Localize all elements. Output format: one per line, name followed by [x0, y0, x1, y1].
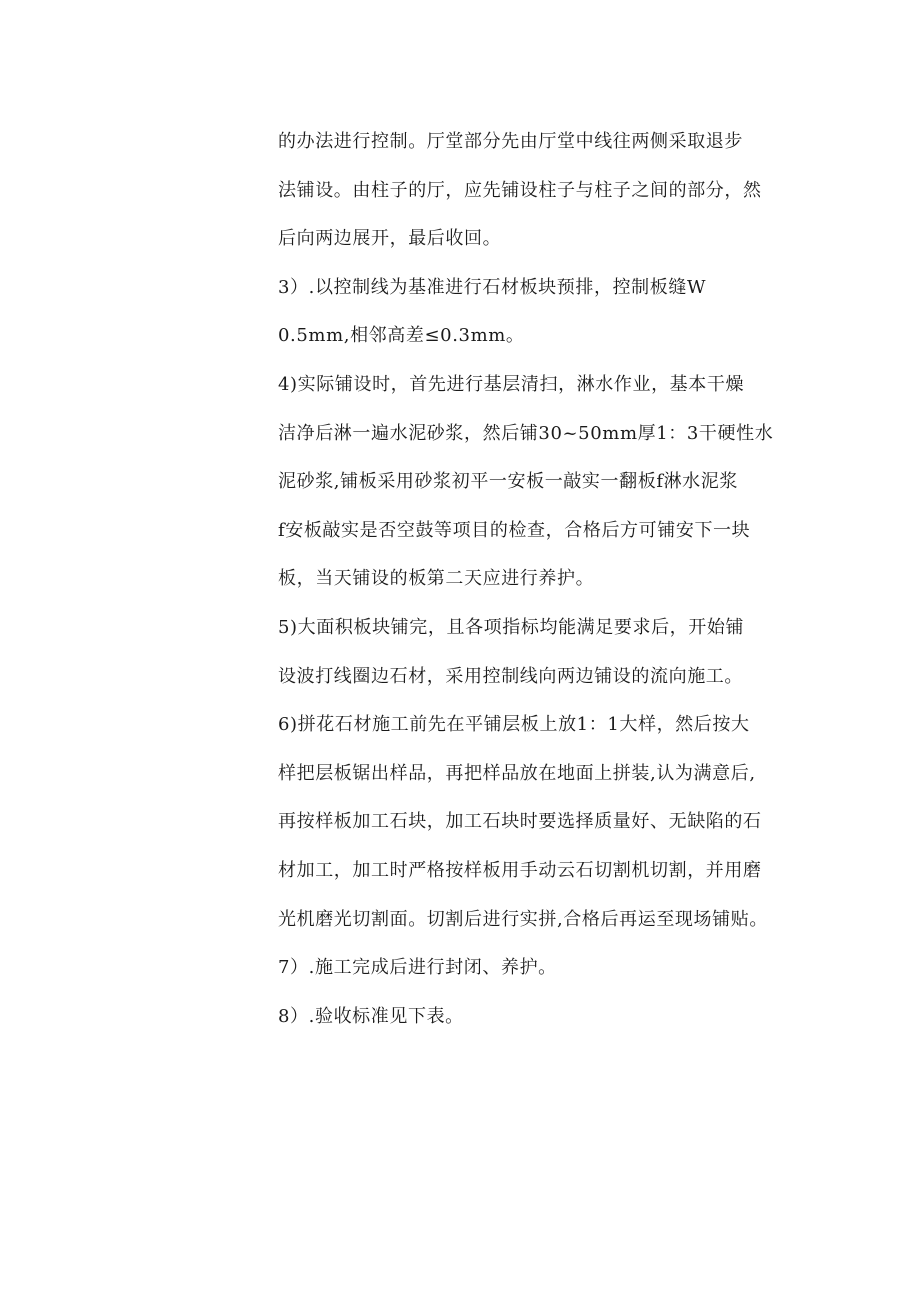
text-line: 的办法进行控制。厅堂部分先由厅堂中线往两侧采取退步 — [278, 131, 743, 152]
text-line: 材加工，加工时严格按样板用手动云石切割机切割，并用磨 — [278, 859, 762, 881]
text-line: 后向两边展开，最后收回。 — [278, 228, 502, 250]
text-line: 光机磨光切割面。切割后进行实拼,合格后再运至现场铺贴。 — [278, 908, 768, 930]
text-line: 0.5mm,相邻高差≤0.3mm。 — [278, 325, 525, 347]
text-line: 5)大面积板块铺完，且各项指标均能满足要求后，开始铺 — [278, 616, 745, 638]
text-line: 3）.以控制线为基准进行石材板块预排，控制板缝W — [278, 276, 707, 298]
text-line: 8）.验收标准见下表。 — [278, 1005, 464, 1027]
text-line: 6)拼花石材施工前先在平铺层板上放1：1大样，然后按大 — [278, 714, 750, 736]
text-line: 泥砂浆,铺板采用砂浆初平一安板一敲实一翻板f淋水泥浆 — [278, 471, 738, 493]
text-line: 法铺设。由柱子的厅，应先铺设柱子与柱子之间的部分，然 — [278, 179, 762, 201]
text-line: 7）.施工完成后进行封闭、养护。 — [278, 957, 557, 979]
text-line: 板，当天铺设的板第二天应进行养护。 — [278, 568, 595, 590]
text-line: 4)实际铺设时，首先进行基层清扫，淋水作业，基本干燥 — [278, 373, 745, 395]
text-line: 样把层板锯出样品，再把样品放在地面上拼装,认为满意后, — [278, 762, 756, 784]
text-line: 设波打线圈边石材，采用控制线向两边铺设的流向施工。 — [278, 665, 743, 687]
text-line: f安板敲实是否空鼓等项目的检查，合格后方可铺安下一块 — [278, 519, 751, 541]
body-text — [278, 118, 798, 1041]
text-line: 洁净后淋一遍水泥砂浆，然后铺30~50mm厚1：3干硬性水 — [278, 422, 774, 444]
text-line: 再按样板加工石块，加工石块时要选择质量好、无缺陷的石 — [278, 811, 762, 833]
